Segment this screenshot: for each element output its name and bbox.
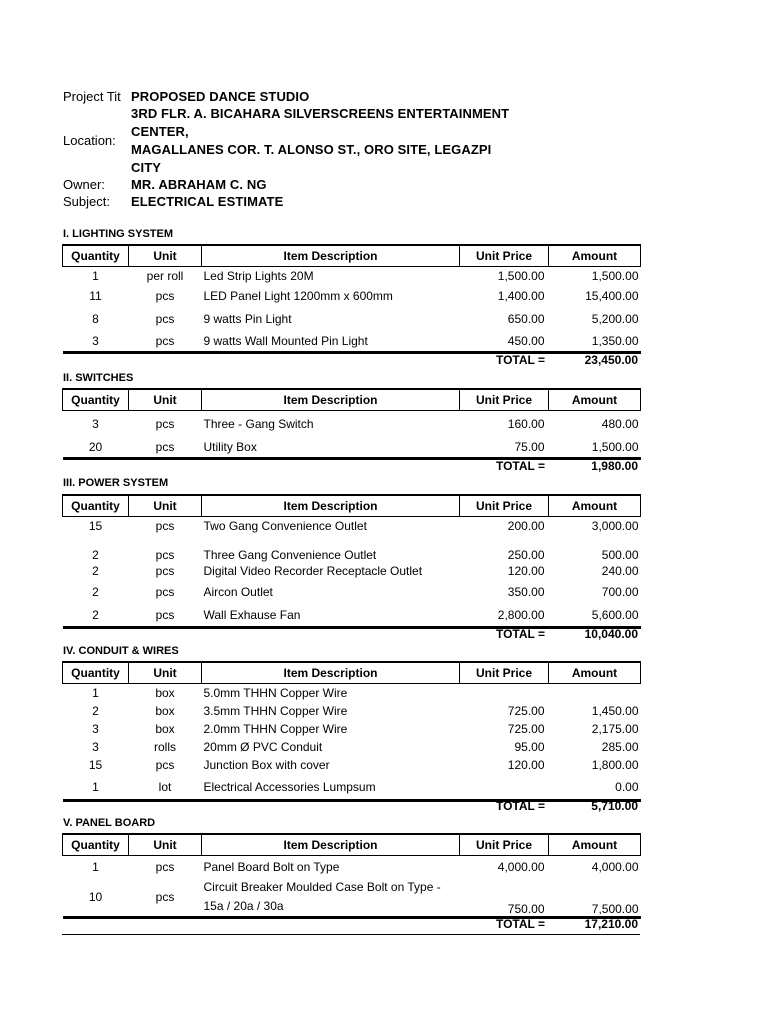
total-label-text: TOTAL = [495, 459, 545, 473]
table-header-row [63, 662, 641, 684]
col-unit-price: Unit Price [460, 245, 549, 267]
description-cell: LED Panel Light 1200mm x 600mm [203, 288, 393, 303]
col-description: Item Description [202, 662, 460, 684]
description-cell: 20mm Ø PVC Conduit [203, 739, 323, 754]
qty-cell: 2 [92, 585, 99, 599]
amount-cell: 1,450.00 [591, 703, 639, 718]
table-header-row [63, 389, 641, 411]
table-row [63, 702, 641, 720]
table-header-row [63, 245, 641, 267]
unit-cell: per roll [146, 269, 184, 284]
qty-cell: 20 [63, 438, 129, 459]
col-quantity: Quantity [63, 389, 129, 411]
unit-cell: pcs [155, 563, 175, 578]
unit-price-cell: 120.00 [507, 563, 545, 578]
unit-price-cell: 1,500.00 [497, 269, 545, 284]
unit-cell: pcs [155, 288, 175, 303]
table-row [63, 332, 641, 353]
total-amount: 23,450.00 [584, 353, 638, 367]
amount-cell: 2,175.00 [591, 721, 639, 736]
table-row [63, 438, 641, 459]
qty-cell: 8 [92, 311, 99, 326]
table-header-row [63, 495, 641, 517]
location-label: Location: [63, 133, 116, 148]
panel-board-table [62, 833, 641, 919]
unit-cell: lot [129, 775, 202, 801]
project-title-value: PROPOSED DANCE STUDIO [131, 89, 310, 104]
amount-cell: 15,400.00 [585, 288, 639, 303]
location-line-1: 3RD FLR. A. BICAHARA SILVERSCREENS ENTERTAINMENT [131, 106, 510, 121]
unit-cell: pcs [155, 585, 175, 599]
total-amount: 5,710.00 [591, 799, 638, 813]
qty-cell: 11 [89, 288, 102, 303]
project-title-label: Project Tit [63, 89, 121, 104]
lighting-table [62, 244, 641, 354]
table-row [63, 517, 641, 535]
section-title-power: III. POWER SYSTEM [63, 477, 169, 489]
location-line-4: CITY [131, 160, 162, 175]
description-cell: Utility Box [202, 438, 460, 459]
col-unit: Unit [129, 662, 202, 684]
qty-cell: 2 [92, 703, 99, 718]
description-cell: Three - Gang Switch [203, 417, 314, 432]
table-row [63, 756, 641, 775]
unit-cell: pcs [129, 438, 202, 459]
col-unit-price: Unit Price [460, 495, 549, 517]
description-cell: Three Gang Convenience Outlet [203, 547, 377, 562]
amount-cell: 1,350.00 [549, 332, 641, 353]
qty-cell: 3 [92, 721, 99, 736]
col-description: Item Description [202, 245, 460, 267]
switches-table [62, 388, 641, 460]
col-quantity: Quantity [63, 834, 129, 856]
qty-cell: 10 [63, 878, 129, 918]
col-unit: Unit [129, 834, 202, 856]
amount-cell: 1,500.00 [549, 438, 641, 459]
table-row [63, 738, 641, 756]
unit-price-cell: 725.00 [507, 721, 545, 736]
qty-cell: 2 [92, 563, 99, 578]
unit-price-cell: 650.00 [507, 311, 545, 326]
table-row [63, 856, 641, 878]
description-line-2: 15a / 20a / 30a [203, 898, 284, 913]
description-cell: Electrical Accessories Lumpsum [202, 775, 460, 801]
unit-price-cell: 350.00 [507, 585, 545, 599]
description-cell: Wall Exhause Fan [202, 605, 460, 628]
total-label-text: TOTAL = [495, 627, 545, 641]
section-title-switches: II. SWITCHES [63, 372, 134, 384]
col-quantity: Quantity [63, 245, 129, 267]
unit-cell: box [155, 721, 175, 736]
amount-cell: 5,200.00 [591, 311, 639, 326]
owner-label: Owner: [63, 177, 105, 192]
table-row [63, 605, 641, 628]
unit-cell: pcs [129, 332, 202, 353]
col-unit-price: Unit Price [460, 662, 549, 684]
col-amount: Amount [549, 389, 641, 411]
amount-cell: 700.00 [601, 585, 639, 599]
amount-cell: 0.00 [549, 775, 641, 801]
description-cell [202, 878, 460, 918]
owner-value: MR. ABRAHAM C. NG [131, 177, 267, 192]
unit-cell: pcs [129, 605, 202, 628]
subject-label: Subject: [63, 194, 110, 209]
description-cell: Junction Box with cover [203, 758, 330, 772]
unit-price-cell: 2,800.00 [460, 605, 549, 628]
unit-price-cell: 250.00 [507, 547, 545, 562]
table-row [63, 306, 641, 332]
amount-cell: 5,600.00 [549, 605, 641, 628]
unit-cell: pcs [129, 878, 202, 918]
description-cell: 2.0mm THHN Copper Wire [203, 721, 348, 736]
description-cell: Two Gang Convenience Outlet [203, 518, 367, 533]
amount-cell [549, 684, 641, 702]
qty-cell: 15 [88, 758, 103, 772]
power-table [62, 494, 641, 629]
qty-cell: 2 [92, 547, 99, 562]
unit-cell: pcs [155, 859, 175, 874]
unit-price-cell: 750.00 [460, 878, 549, 918]
unit-cell: pcs [155, 311, 175, 326]
unit-price-cell [460, 684, 549, 702]
col-unit: Unit [129, 389, 202, 411]
amount-cell: 7,500.00 [549, 878, 641, 918]
qty-cell: 1 [63, 775, 129, 801]
unit-cell: rolls [153, 739, 176, 754]
col-amount: Amount [549, 495, 641, 517]
col-description: Item Description [202, 495, 460, 517]
qty-cell: 2 [63, 605, 129, 628]
col-unit-price: Unit Price [460, 834, 549, 856]
qty-cell: 3 [63, 332, 129, 353]
table-row [63, 878, 641, 918]
table-row [63, 580, 641, 605]
total-label-text: TOTAL = [495, 917, 545, 931]
unit-cell: pcs [155, 758, 175, 772]
amount-cell: 500.00 [601, 547, 639, 562]
col-quantity: Quantity [63, 662, 129, 684]
col-description: Item Description [202, 834, 460, 856]
description-cell: Led Strip Lights 20M [203, 269, 314, 284]
description-cell: Panel Board Bolt on Type [203, 859, 340, 874]
total-amount: 1,980.00 [591, 459, 638, 473]
col-description: Item Description [202, 389, 460, 411]
unit-price-cell: 725.00 [507, 703, 545, 718]
table-row [63, 775, 641, 801]
unit-price-cell: 75.00 [460, 438, 549, 459]
unit-cell: pcs [155, 518, 175, 533]
table-row [63, 720, 641, 738]
description-cell: 5.0mm THHN Copper Wire [203, 685, 348, 700]
unit-price-cell: 450.00 [460, 332, 549, 353]
table-row [63, 562, 641, 580]
amount-cell: 1,800.00 [591, 758, 639, 772]
subject-value: ELECTRICAL ESTIMATE [131, 194, 284, 209]
unit-price-cell [460, 775, 549, 801]
total-label-text: TOTAL = [495, 799, 545, 813]
qty-cell: 3 [92, 739, 99, 754]
unit-cell: pcs [155, 547, 175, 562]
col-unit: Unit [129, 245, 202, 267]
unit-price-cell: 160.00 [507, 417, 545, 432]
total-label-text: TOTAL = [495, 353, 545, 367]
amount-cell: 4,000.00 [591, 859, 639, 874]
unit-cell: pcs [155, 417, 175, 432]
bottom-rule [62, 934, 640, 935]
col-unit-price: Unit Price [460, 389, 549, 411]
total-amount: 17,210.00 [584, 917, 638, 931]
location-line-2: CENTER, [131, 124, 189, 139]
section-title-lighting: I. LIGHTING SYSTEM [63, 228, 174, 240]
col-amount: Amount [549, 834, 641, 856]
unit-price-cell: 200.00 [507, 518, 545, 533]
table-row [63, 535, 641, 562]
amount-cell: 1,500.00 [591, 269, 639, 284]
amount-cell: 240.00 [601, 563, 639, 578]
description-cell: 3.5mm THHN Copper Wire [203, 703, 348, 718]
amount-cell: 3,000.00 [591, 518, 639, 533]
qty-cell: 1 [92, 685, 99, 700]
table-row [63, 267, 641, 286]
description-line-1: Circuit Breaker Moulded Case Bolt on Type - [203, 879, 441, 894]
amount-cell: 480.00 [601, 417, 639, 432]
table-header-row [63, 834, 641, 856]
col-amount: Amount [549, 662, 641, 684]
conduit-table [62, 661, 641, 802]
qty-cell: 1 [92, 269, 99, 284]
unit-price-cell: 4,000.00 [497, 859, 545, 874]
location-line-3: MAGALLANES COR. T. ALONSO ST., ORO SITE, LEGAZPI [131, 142, 492, 157]
description-cell: Aircon Outlet [203, 585, 273, 599]
description-cell: 9 watts Wall Mounted Pin Light [202, 332, 460, 353]
section-title-conduit: IV. CONDUIT & WIRES [63, 645, 179, 657]
qty-cell: 1 [92, 859, 99, 874]
total-amount: 10,040.00 [584, 627, 638, 641]
unit-price-cell: 120.00 [507, 758, 545, 772]
qty-cell: 15 [88, 518, 103, 533]
unit-cell: box [155, 703, 175, 718]
description-cell: 9 watts Pin Light [203, 311, 292, 326]
description-cell: Digital Video Recorder Receptacle Outlet [203, 563, 423, 578]
amount-cell: 285.00 [601, 739, 639, 754]
table-row [63, 684, 641, 702]
unit-price-cell: 95.00 [514, 739, 545, 754]
section-title-panel-board: V. PANEL BOARD [63, 817, 156, 829]
col-amount: Amount [549, 245, 641, 267]
unit-price-cell: 1,400.00 [497, 288, 545, 303]
table-row [63, 286, 641, 306]
qty-cell: 3 [92, 417, 99, 432]
col-quantity: Quantity [63, 495, 129, 517]
table-row [63, 411, 641, 438]
unit-cell: box [155, 685, 175, 700]
col-unit: Unit [129, 495, 202, 517]
